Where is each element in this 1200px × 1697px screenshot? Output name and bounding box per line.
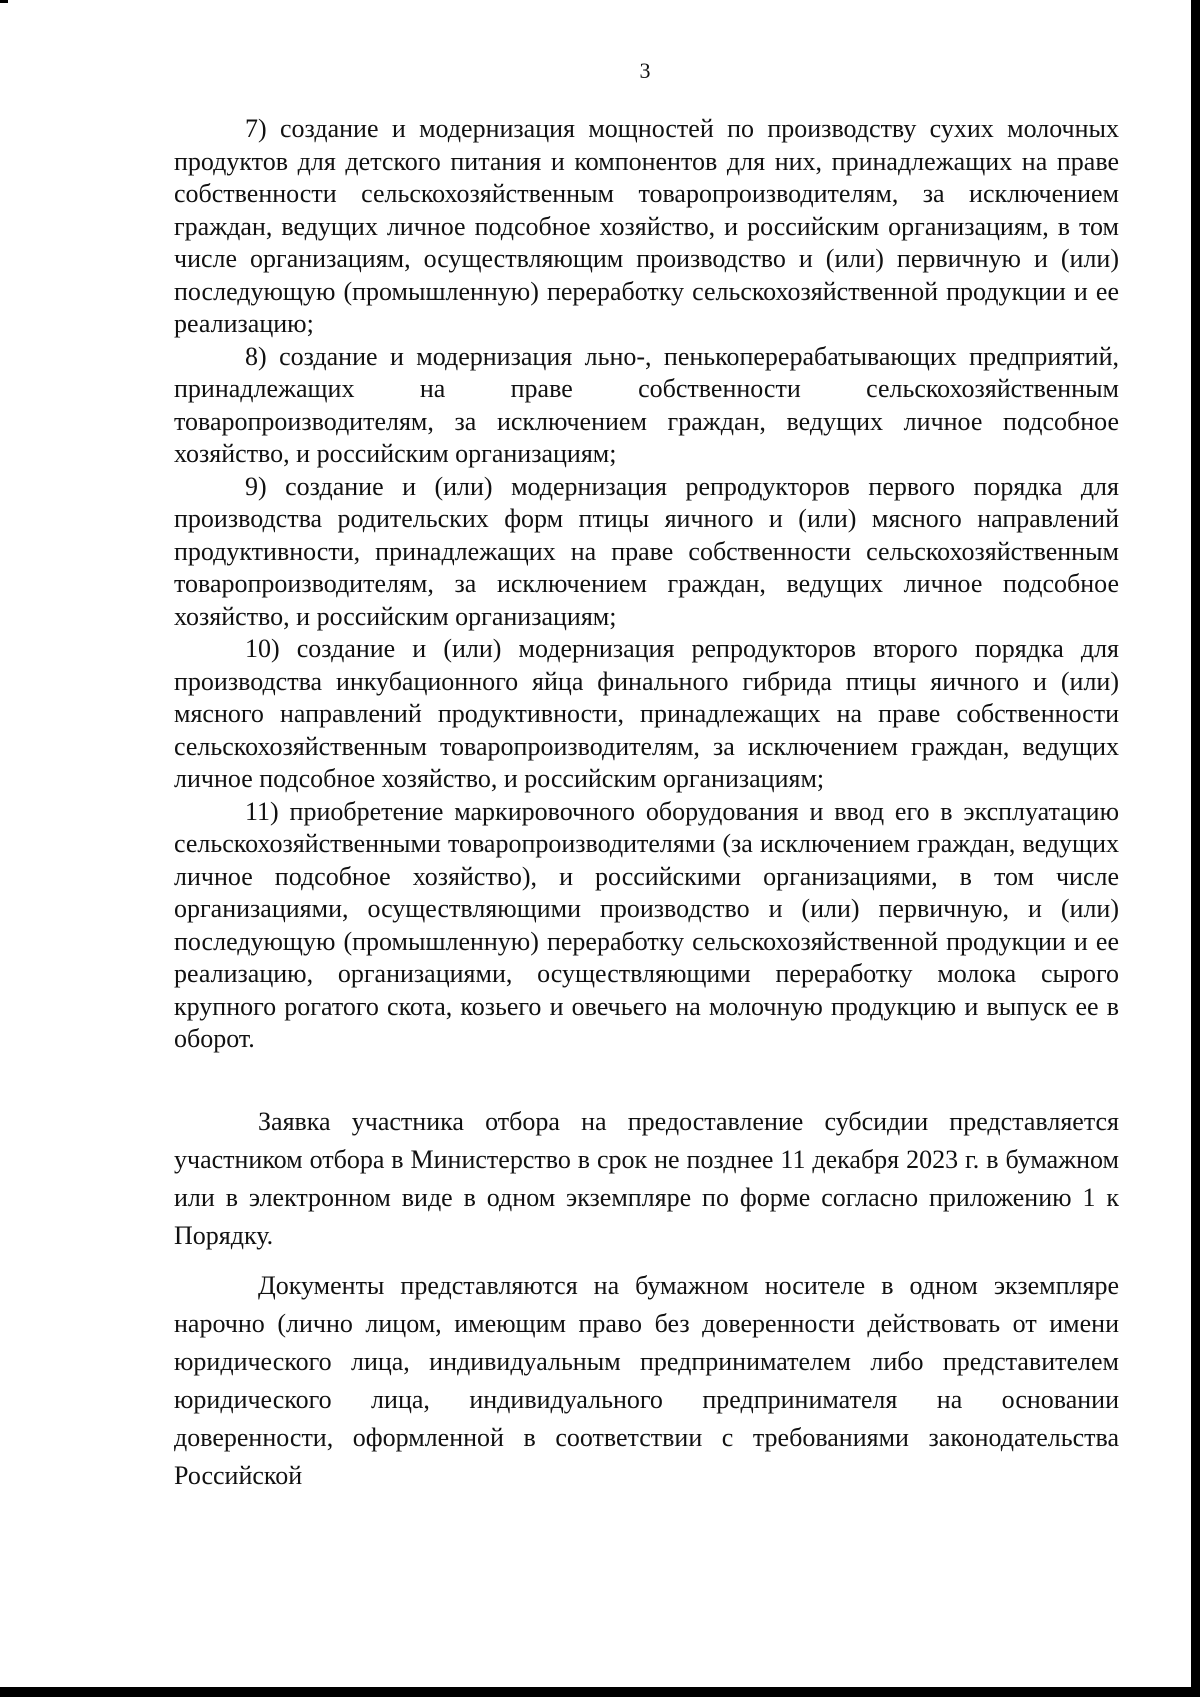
scan-edge-right	[1191, 0, 1200, 1697]
paragraph: Документы представляются на бумажном носителе в одном экземпляре нарочно (лично лицом, имеющим право без доверенности действовать от имени юридического лица, индивидуальным предпринимателем либо представителем юридического лица, индивидуального предпринимателя на основании доверенности, оформленной в соответствии с требованиями законодательства Российской	[174, 1270, 1119, 1490]
list-item: 10) создание и (или) модернизация репродукторов второго порядка для производства инкубационного яйца финального гибрида птицы яичного и (или) мясного направлений продуктивности, принадлежащих на праве собственности сельскохозяйственным товаропроизводителям, за исключением граждан, ведущих личное подсобное хозяйство, и российским организациям;	[174, 634, 1119, 793]
document-body	[174, 113, 1119, 1495]
application-section	[174, 1103, 1119, 1495]
scan-edge-mark	[0, 0, 8, 3]
section-gap	[174, 1056, 1119, 1103]
list-item: 9) создание и (или) модернизация репродукторов первого порядка для производства родительских форм птицы яичного и (или) мясного направлений продуктивности, принадлежащих на праве собственности сельскохозяйственным товаропроизводителям, за исключением граждан, ведущих личное подсобное хозяйство, и российским организациям;	[174, 471, 1119, 631]
list-item: 11) приобретение маркировочного оборудования и ввод его в эксплуатацию сельскохозяйственными товаропроизводителями (за исключением граждан, ведущих личное подсобное хозяйство), и российскими организациями, в том числе организациями, осуществляющими производство и (или) первичную, и (или) последующую (промышленную) переработку сельскохозяйственной продукции и ее реализацию, организациями, осуществляющими переработку молока сырого крупного рогатого скота, козьего и овечьего на молочную продукцию и выпуск ее в оборот.	[174, 796, 1119, 1053]
page-number: 3	[639, 58, 651, 83]
paragraph: Заявка участника отбора на предоставление субсидии представляется участником отбора в Министерство в срок не позднее 11 декабря 2023 г. в бумажном или в электронном виде в одном экземпляре по форме согласно приложению 1 к Порядку.	[174, 1106, 1119, 1250]
list-item: 7) создание и модернизация мощностей по производству сухих молочных продуктов для детского питания и компонентов для них, принадлежащих на праве собственности сельскохозяйственным товаропроизводителям, за исключением граждан, ведущих личное подсобное хозяйство, и российским организациям, в том числе организациям, осуществляющим производство и (или) первичную и (или) последующую (промышленную) переработку сельскохозяйственной продукции и ее реализацию;	[174, 114, 1119, 338]
list-item: 8) создание и модернизация льно-, пенькоперерабатывающих предприятий, принадлежащих на праве собственности сельскохозяйственным товаропроизводителям, за исключением граждан, ведущих личное подсобное хозяйство, и российским организациям;	[174, 341, 1119, 468]
scan-edge-bottom	[0, 1687, 1200, 1697]
measures-list	[174, 113, 1119, 1056]
